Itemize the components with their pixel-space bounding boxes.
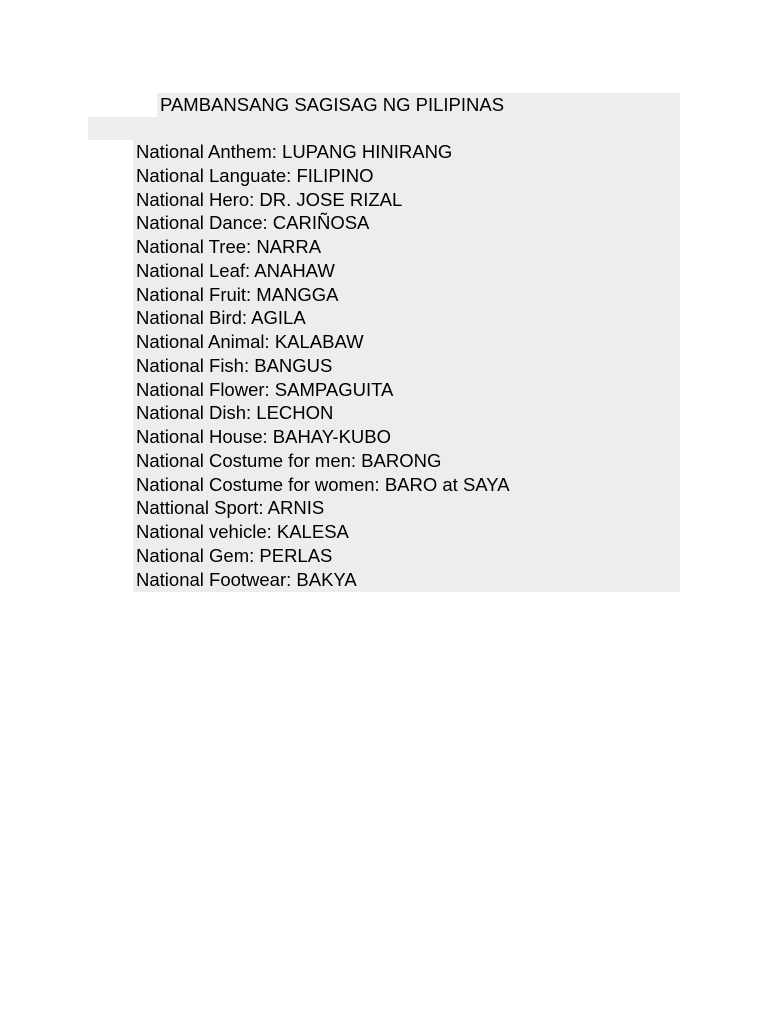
blank-line-highlight [88,117,680,140]
document-title: PAMBANSANG SAGISAG NG PILIPINAS [160,94,505,115]
list-item: National Footwear: BAKYA [136,568,357,590]
list-item: National Fish: BANGUS [136,354,333,376]
list-item: National Costume for men: BARONG [136,449,442,471]
national-symbols-list [136,140,510,591]
list-item: National Gem: PERLAS [136,544,333,566]
list-item: National Leaf: ANAHAW [136,259,335,281]
list-item: National House: BAHAY-KUBO [136,426,392,447]
list-item: Nattional Sport: ARNIS [136,497,325,519]
list-item: National Animal: KALABAW [136,331,364,352]
list-item: National Languate: FILIPINO [136,164,374,186]
list-item: National Anthem: LUPANG HINIRANG [136,141,453,162]
list-item: National Costume for women: BARO at SAYA [136,473,510,495]
list-item: National vehicle: KALESA [136,521,349,542]
list-item: National Dance: CARIÑOSA [136,212,370,234]
list-item: National Flower: SAMPAGUITA [136,378,394,400]
list-item: National Hero: DR. JOSE RIZAL [136,188,403,210]
list-item: National Fruit: MANGGA [136,283,339,305]
list-item: National Tree: NARRA [136,236,322,257]
list-item: National Bird: AGILA [136,307,306,329]
list-item: National Dish: LECHON [136,402,334,424]
